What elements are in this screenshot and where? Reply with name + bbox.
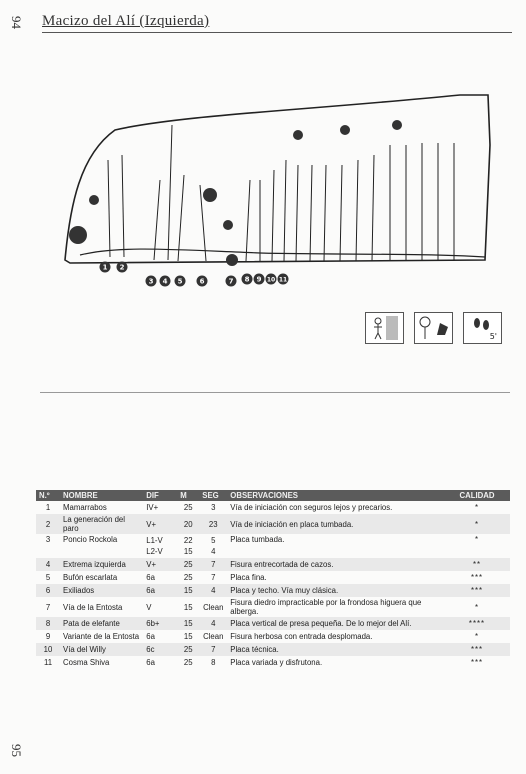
- header-seg: SEG: [199, 490, 227, 501]
- row-seg: 7: [199, 643, 227, 656]
- row-cal: *: [474, 535, 480, 544]
- route-marker-3: 3: [148, 277, 154, 286]
- row-num: 8: [36, 617, 60, 630]
- header-dif: DIF: [143, 490, 177, 501]
- row-m: 25: [177, 558, 199, 571]
- row-dif: 6a: [146, 632, 155, 641]
- row-name: Cosma Shiva: [63, 658, 110, 667]
- page-title: Macizo del Alí (Izquierda): [42, 13, 210, 29]
- row-dif: 6c: [143, 643, 177, 656]
- row-obs: Placa variada y disfrutona.: [230, 658, 323, 667]
- row-seg: Clean: [203, 632, 224, 641]
- row-obs: Fisura diedro impracticable por la frondosa higuera que alberga.: [230, 598, 422, 616]
- page-number-top: 94: [9, 16, 24, 29]
- row-obs: Placa tumbada.: [230, 535, 285, 544]
- route-marker-11: 11: [278, 276, 288, 284]
- route-marker-5: 5: [177, 277, 183, 286]
- table-row: [36, 643, 510, 656]
- route-marker-8: 8: [244, 275, 250, 284]
- table-row: [36, 534, 510, 558]
- routes-table: [36, 490, 510, 669]
- row-seg: 7: [199, 558, 227, 571]
- row-dif: V+: [143, 558, 177, 571]
- row-seg-pitch-1: 5: [211, 536, 216, 545]
- row-dif: V+: [143, 514, 177, 534]
- row-cal: **: [444, 558, 510, 571]
- route-marker-10: 10: [266, 276, 276, 284]
- row-num: 6: [36, 584, 60, 597]
- approach-time-label: 5': [489, 332, 497, 341]
- row-seg: [199, 534, 227, 558]
- table-row: [36, 501, 510, 514]
- route-marker-7: 7: [228, 277, 234, 286]
- row-num: 3: [45, 535, 51, 544]
- table-row: [36, 571, 510, 584]
- route-marker-2: 2: [119, 263, 125, 272]
- route-marker-4: 4: [162, 277, 168, 286]
- row-dif: 6a: [146, 658, 155, 667]
- row-name: Exiliados: [60, 584, 143, 597]
- row-obs: Placa técnica.: [227, 643, 444, 656]
- header-name: NOMBRE: [60, 490, 143, 501]
- table-header-row: [36, 490, 510, 501]
- row-m: 15: [183, 632, 193, 641]
- row-dif: 6a: [146, 573, 155, 582]
- row-obs: Fisura herbosa con entrada desplomada.: [230, 632, 373, 641]
- crag-topo-drawing: [60, 85, 500, 300]
- row-dif-pitch-1: L1-V: [146, 536, 163, 545]
- row-num: 5: [45, 573, 51, 582]
- route-marker-6: 6: [199, 277, 205, 286]
- row-cal: *: [474, 602, 480, 612]
- row-seg: 7: [211, 573, 216, 582]
- row-dif: V: [146, 602, 152, 612]
- header-num: N.º: [36, 490, 60, 501]
- row-num: 1: [45, 503, 51, 512]
- table-row: [36, 514, 510, 534]
- header-m: M: [177, 490, 199, 501]
- row-m: 25: [183, 573, 193, 582]
- row-num: 4: [36, 558, 60, 571]
- row-num: 2: [36, 514, 60, 534]
- row-cal: ***: [444, 584, 510, 597]
- table-row: [36, 656, 510, 669]
- row-obs: Placa vertical de presa pequeña. De lo mejor del Alí.: [227, 617, 444, 630]
- row-m: 25: [183, 503, 193, 512]
- row-m: 20: [177, 514, 199, 534]
- row-dif: [143, 534, 177, 558]
- rooster-icon: [414, 312, 453, 344]
- row-dif: 6b+: [143, 617, 177, 630]
- row-num: 9: [45, 632, 51, 641]
- row-seg-pitch-2: 4: [211, 547, 216, 556]
- row-seg: Clean: [203, 602, 224, 612]
- row-dif-pitch-2: L2-V: [146, 547, 163, 556]
- row-name: Vía de la Entosta: [63, 602, 123, 612]
- row-num: 7: [45, 602, 51, 612]
- row-seg: 3: [211, 503, 216, 512]
- row-obs: Placa y techo. Vía muy clásica.: [227, 584, 444, 597]
- route-marker-1: 1: [102, 263, 108, 272]
- table-row: [36, 597, 510, 617]
- row-m: 15: [177, 617, 199, 630]
- row-name: Poncio Rockola: [63, 535, 118, 544]
- shade-icon: [365, 312, 404, 344]
- header-cal: CALIDAD: [444, 490, 510, 501]
- row-m-pitch-2: 15: [183, 547, 193, 556]
- row-name: Mamarrabos: [63, 503, 107, 512]
- row-name: Vía del Willy: [60, 643, 143, 656]
- row-dif: 6a: [143, 584, 177, 597]
- row-obs: Vía de iniciación en placa tumbada.: [227, 514, 444, 534]
- row-name: Extrema izquierda: [60, 558, 143, 571]
- row-obs: Placa fina.: [230, 573, 267, 582]
- row-seg: 23: [199, 514, 227, 534]
- table-row: [36, 630, 510, 643]
- page-number-bottom: 95: [9, 744, 24, 757]
- row-m: 15: [177, 584, 199, 597]
- row-name: Pata de elefante: [60, 617, 143, 630]
- table-row: [36, 558, 510, 571]
- row-seg: 4: [199, 584, 227, 597]
- row-m-pitch-1: 22: [183, 536, 193, 545]
- row-num: 10: [36, 643, 60, 656]
- row-num: 11: [43, 658, 53, 667]
- row-name: La generación del paro: [60, 514, 143, 534]
- row-dif: IV+: [146, 503, 159, 512]
- table-row: [36, 617, 510, 630]
- route-marker-9: 9: [256, 275, 262, 284]
- row-cal: ***: [470, 658, 484, 667]
- row-m: 15: [183, 602, 193, 612]
- header-obs: OBSERVACIONES: [227, 490, 444, 501]
- row-cal: ***: [444, 643, 510, 656]
- row-seg: 4: [199, 617, 227, 630]
- row-cal: *: [474, 503, 480, 512]
- row-obs: Fisura entrecortada de cazos.: [227, 558, 444, 571]
- row-cal: *: [474, 632, 480, 641]
- row-m: [177, 534, 199, 558]
- row-obs: Vía de iniciación con seguros lejos y precarios.: [230, 503, 393, 512]
- row-seg: 8: [211, 658, 216, 667]
- row-cal: ***: [470, 573, 484, 582]
- row-cal: ****: [444, 617, 510, 630]
- row-cal: *: [444, 514, 510, 534]
- row-name: Variante de la Entosta: [63, 632, 140, 641]
- row-m: 25: [183, 658, 193, 667]
- footprints-icon: [463, 312, 502, 344]
- approach-icons: [365, 312, 502, 344]
- title-rule: [42, 32, 512, 33]
- table-row: [36, 584, 510, 597]
- row-name: Bufón escarlata: [63, 573, 118, 582]
- row-m: 25: [177, 643, 199, 656]
- section-divider: [40, 392, 510, 393]
